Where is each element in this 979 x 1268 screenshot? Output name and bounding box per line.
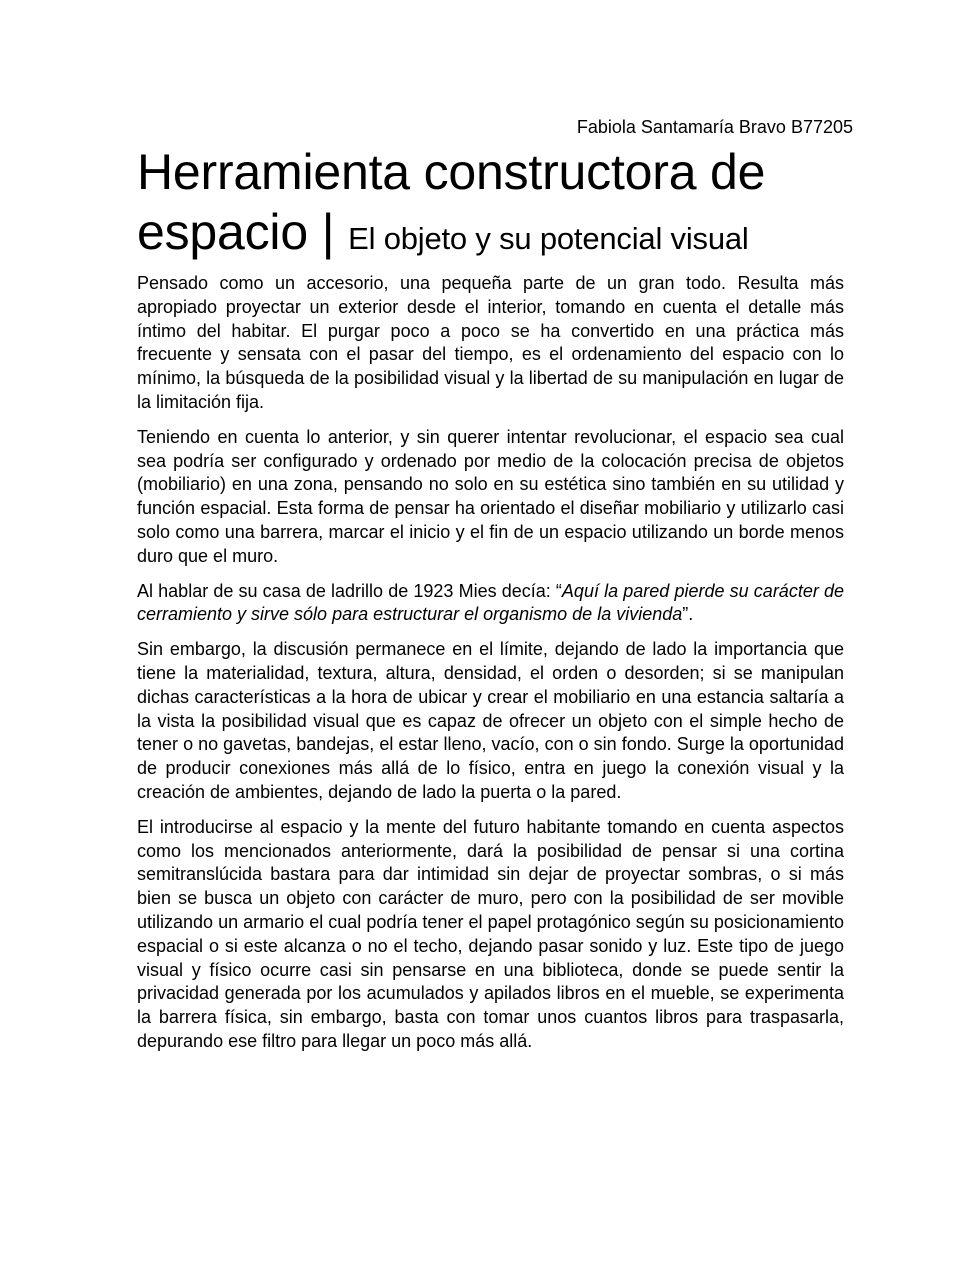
paragraph-4: Sin embargo, la discusión permanece en el límite, dejando de lado la importancia que tiene la materialidad, textura, altura, densidad, el orden o desorden; si se manipulan dichas características a la hora de ubicar y crear el mobiliario en una estancia saltaría a la vista la posibilidad visual que es capaz de ofrecer un objeto con el simple hecho de tener o no gavetas, bandejas, el estar lleno, vacío, con o sin fondo. Surge la oportunidad de producir conexiones más allá de lo físico, entra en juego la conexión visual y la creación de ambientes, dejando de lado la puerta o la pared.	[137, 639, 844, 802]
paragraph-1: Pensado como un accesorio, una pequeña parte de un gran todo. Resulta más apropiado proyectar un exterior desde el interior, tomando en cuenta el detalle más íntimo del habitar. El purgar poco a poco se ha convertido en una práctica más frecuente y sensata con el pasar del tiempo, es el ordenamiento del espacio con lo mínimo, la búsqueda de la posibilidad visual y la libertad de su manipulación en lugar de la limitación fija.	[137, 273, 844, 412]
paragraph-5: El introducirse al espacio y la mente del futuro habitante tomando en cuenta aspectos como los mencionados anteriormente, dará la posibilidad de pensar si una cortina semitranslúcida bastara para dar intimidad sin dejar de proyectar sombras, o si más bien se busca un objeto con carácter de muro, pero con la posibilidad de ser movible utilizando un armario el cual podría tener el papel protagónico según su posicionamiento espacial o si este alcanza o no el techo, dejando pasar sonido y luz. Este tipo de juego visual y físico ocurre casi sin pensarse en una biblioteca, donde se puede sentir la privacidad generada por los acumulados y apilados libros en el mueble, se experimenta la barrera física, sin embargo, basta con tomar unos cuantos libros para traspasarla, depurando ese filtro para llegar un poco más allá.	[137, 816, 844, 1051]
title-subtitle: El objeto y su potencial visual	[348, 221, 749, 256]
quote-text: Aquí la pared pierde su carácter de cerramiento y sirve sólo para estructurar el organismo de la vivienda	[137, 580, 845, 625]
quote-tail: ”.	[682, 604, 694, 625]
paragraph-2: Teniendo en cuenta lo anterior, y sin querer intentar revolucionar, el espacio sea cual sea podría ser configurado y ordenado por medio de la colocación precisa de objetos (mobiliario) en una zona, pensando no solo en su estética sino también en su utilidad y función espacial. Esta forma de pensar ha orientado el diseñar mobiliario y utilizarlo casi solo como una barrera, marcar el inicio y el fin de un espacio utilizando un borde menos duro que el muro.	[137, 426, 844, 566]
document-title	[137, 142, 857, 269]
document-body	[137, 272, 844, 1065]
title-main: Herramienta constructora de espacio |	[137, 144, 766, 260]
quote-lead: Al hablar de su casa de ladrillo de 1923 Mies decía: “	[137, 580, 562, 601]
author-line: Fabiola Santamaría Bravo B77205	[576, 117, 853, 137]
paragraph-quote	[137, 580, 844, 628]
